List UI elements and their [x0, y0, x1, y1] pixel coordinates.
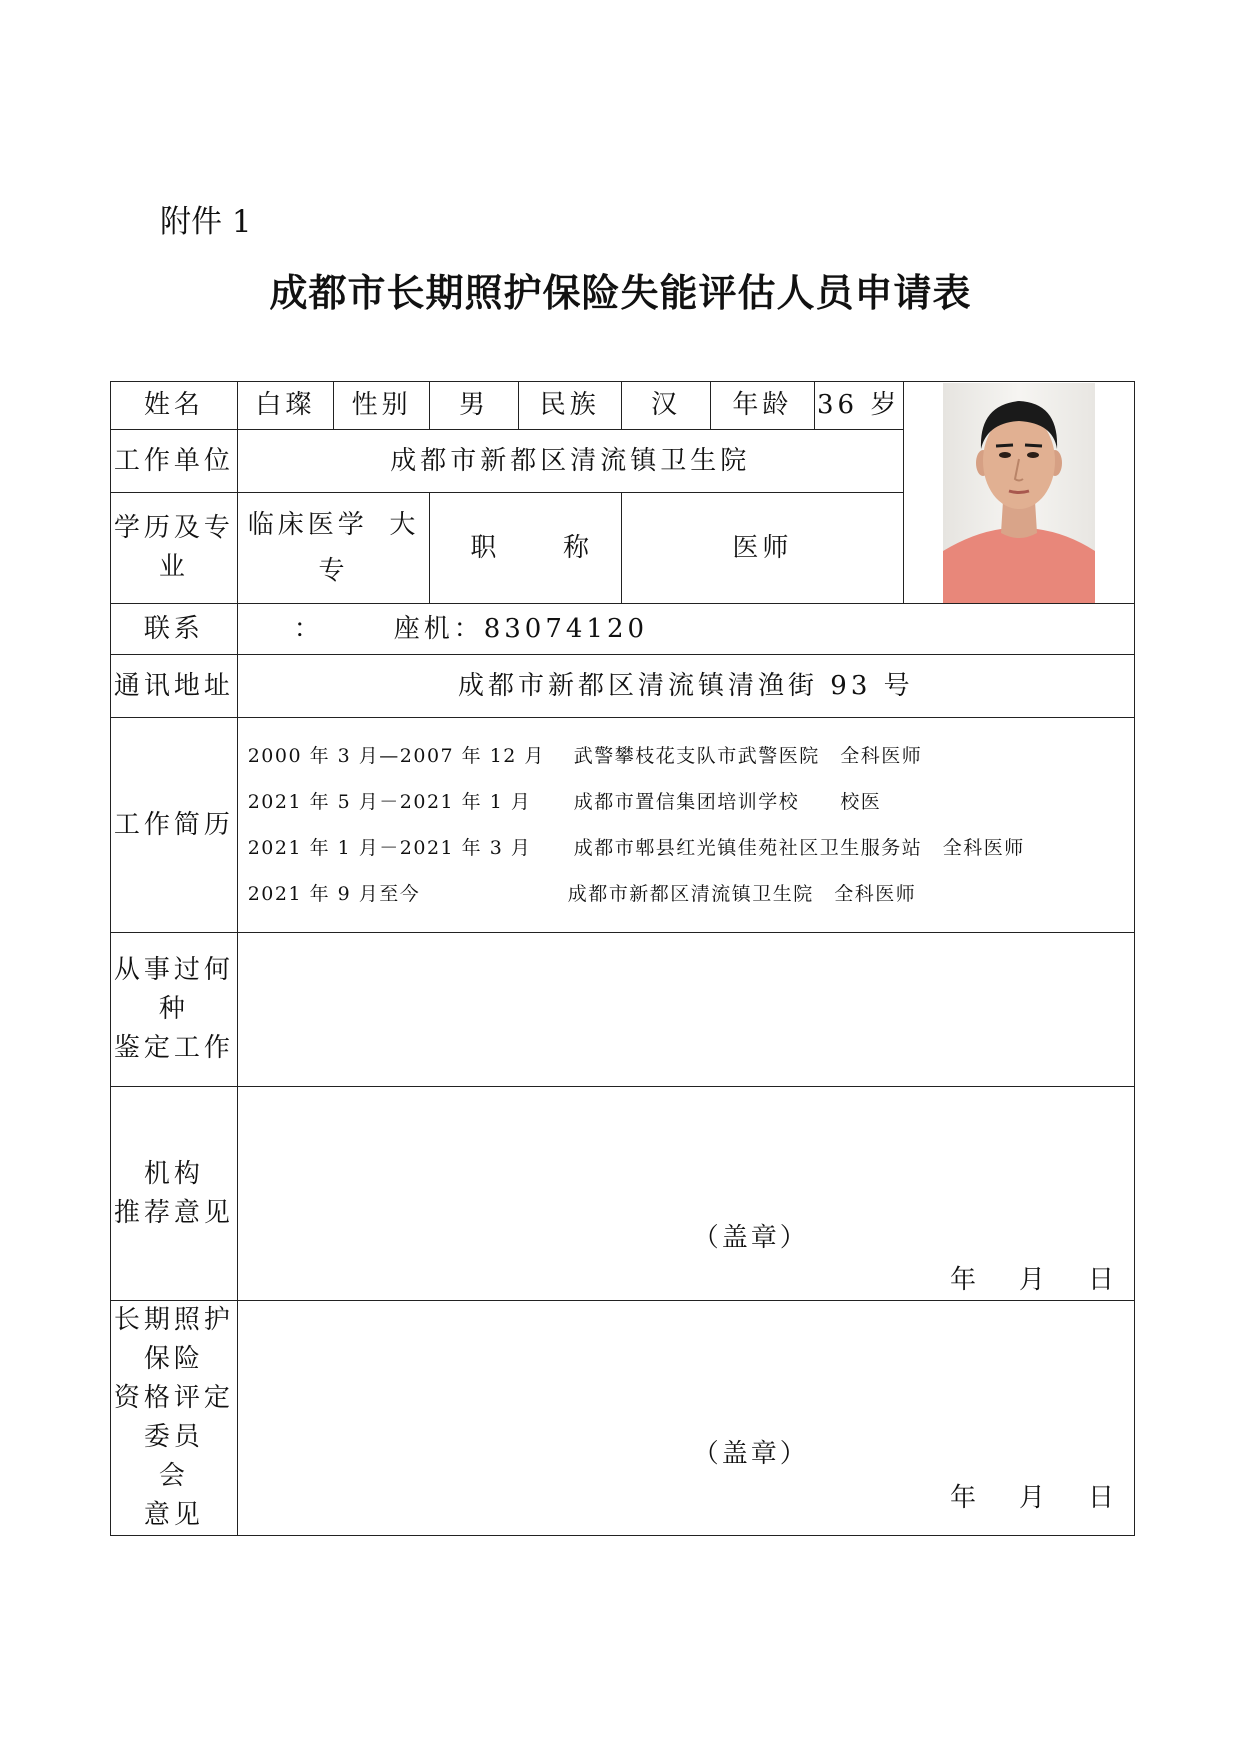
address-row [111, 655, 1135, 718]
address-label: 通讯地址 [111, 655, 238, 718]
age-value: 36 岁 [814, 382, 903, 430]
org-recommend-sign-area [237, 1087, 1134, 1301]
gender-value: 男 [430, 382, 518, 430]
portrait-photo-icon [943, 383, 1095, 603]
education-label: 学历及专业 [111, 493, 238, 604]
work-history-row [111, 718, 1135, 933]
history-unit: 成都市置信集团培训学校 校医 [573, 790, 882, 813]
date-year: 年 [950, 1265, 981, 1295]
ethnicity-value: 汉 [621, 382, 710, 430]
professional-title-label [430, 493, 622, 604]
committee-label-line2: 资格评定委员 [113, 1383, 234, 1452]
education-major-line1: 临床医学 [247, 510, 368, 540]
contact-row [111, 604, 1135, 655]
work-history-label: 工作简历 [111, 718, 238, 933]
appraisal-label [111, 933, 238, 1087]
committee-label-line1: 长期照护保险 [113, 1305, 234, 1374]
history-period: 2021 年 1 月－2021 年 3 月 [247, 836, 532, 859]
name-label: 姓名 [111, 382, 238, 430]
date-month: 月 [1018, 1265, 1049, 1295]
work-unit-label: 工作单位 [111, 430, 238, 493]
professional-title-label-left: 职 [470, 532, 501, 563]
org-recommend-date [950, 1261, 1118, 1300]
date-day: 日 [1087, 1483, 1118, 1513]
address-value: 成都市新都区清流镇清渔街 93 号 [237, 655, 1134, 718]
contact-value [237, 604, 1134, 655]
list-item [248, 733, 1134, 779]
work-history-list [237, 718, 1134, 933]
appraisal-label-line2: 鉴定工作 [113, 1033, 234, 1063]
history-period: 2021 年 5 月－2021 年 1 月 [247, 790, 532, 813]
committee-seal: （盖章） [692, 1439, 809, 1469]
education-major-line1-right: 大 [389, 510, 420, 540]
committee-label-line4: 意见 [143, 1500, 204, 1530]
application-form-table [110, 381, 1135, 1536]
committee-label-line3: 会 [158, 1461, 189, 1491]
history-unit: 成都市新都区清流镇卫生院 全科医师 [567, 882, 917, 905]
history-unit: 武警攀枝花支队市武警医院 全科医师 [573, 744, 923, 767]
org-recommend-label-line2: 推荐意见 [113, 1197, 234, 1228]
list-item [248, 871, 1134, 917]
basic-info-row [111, 382, 1135, 430]
date-day: 日 [1087, 1265, 1118, 1295]
appraisal-label-line1: 从事过何种 [113, 955, 234, 1024]
education-major-cell [237, 493, 430, 604]
gender-label: 性别 [334, 382, 430, 430]
org-recommend-label [111, 1087, 238, 1301]
work-unit-value: 成都市新都区清流镇卫生院 [237, 430, 903, 493]
org-recommend-seal: （盖章） [692, 1223, 809, 1253]
photo-cell [903, 382, 1134, 604]
portrait-photo [943, 383, 1095, 603]
form-title: 成都市长期照护保险失能评估人员申请表 [269, 270, 972, 315]
attachment-label: 附件 1 [160, 204, 252, 240]
date-month: 月 [1018, 1483, 1049, 1513]
appraisal-value [237, 933, 1134, 1087]
history-period: 2000 年 3 月—2007 年 12 月 [247, 744, 545, 767]
ethnicity-label: 民族 [518, 382, 621, 430]
list-item [248, 825, 1134, 871]
history-period: 2021 年 9 月至今 [247, 882, 421, 905]
name-value: 白璨 [237, 382, 333, 430]
org-recommend-label-line1: 机构 [143, 1158, 204, 1189]
contact-colon: ： [293, 613, 324, 644]
committee-label [111, 1301, 238, 1536]
committee-sign-area [237, 1301, 1134, 1536]
education-major-line2: 专 [318, 556, 349, 586]
list-item [248, 779, 1134, 825]
education-major [238, 502, 430, 594]
committee-date [950, 1479, 1118, 1518]
professional-title-label-right: 称 [562, 532, 593, 563]
appraisal-row [111, 933, 1135, 1087]
date-year: 年 [950, 1483, 981, 1513]
professional-title-value: 医师 [621, 493, 903, 604]
history-unit: 成都市郫县红光镇佳苑社区卫生服务站 全科医师 [573, 836, 1025, 859]
contact-label: 联系 [111, 604, 238, 655]
org-recommend-row [111, 1087, 1135, 1301]
age-label: 年龄 [711, 382, 814, 430]
contact-landline: 座机：83074120 [393, 613, 649, 644]
committee-row [111, 1301, 1135, 1536]
